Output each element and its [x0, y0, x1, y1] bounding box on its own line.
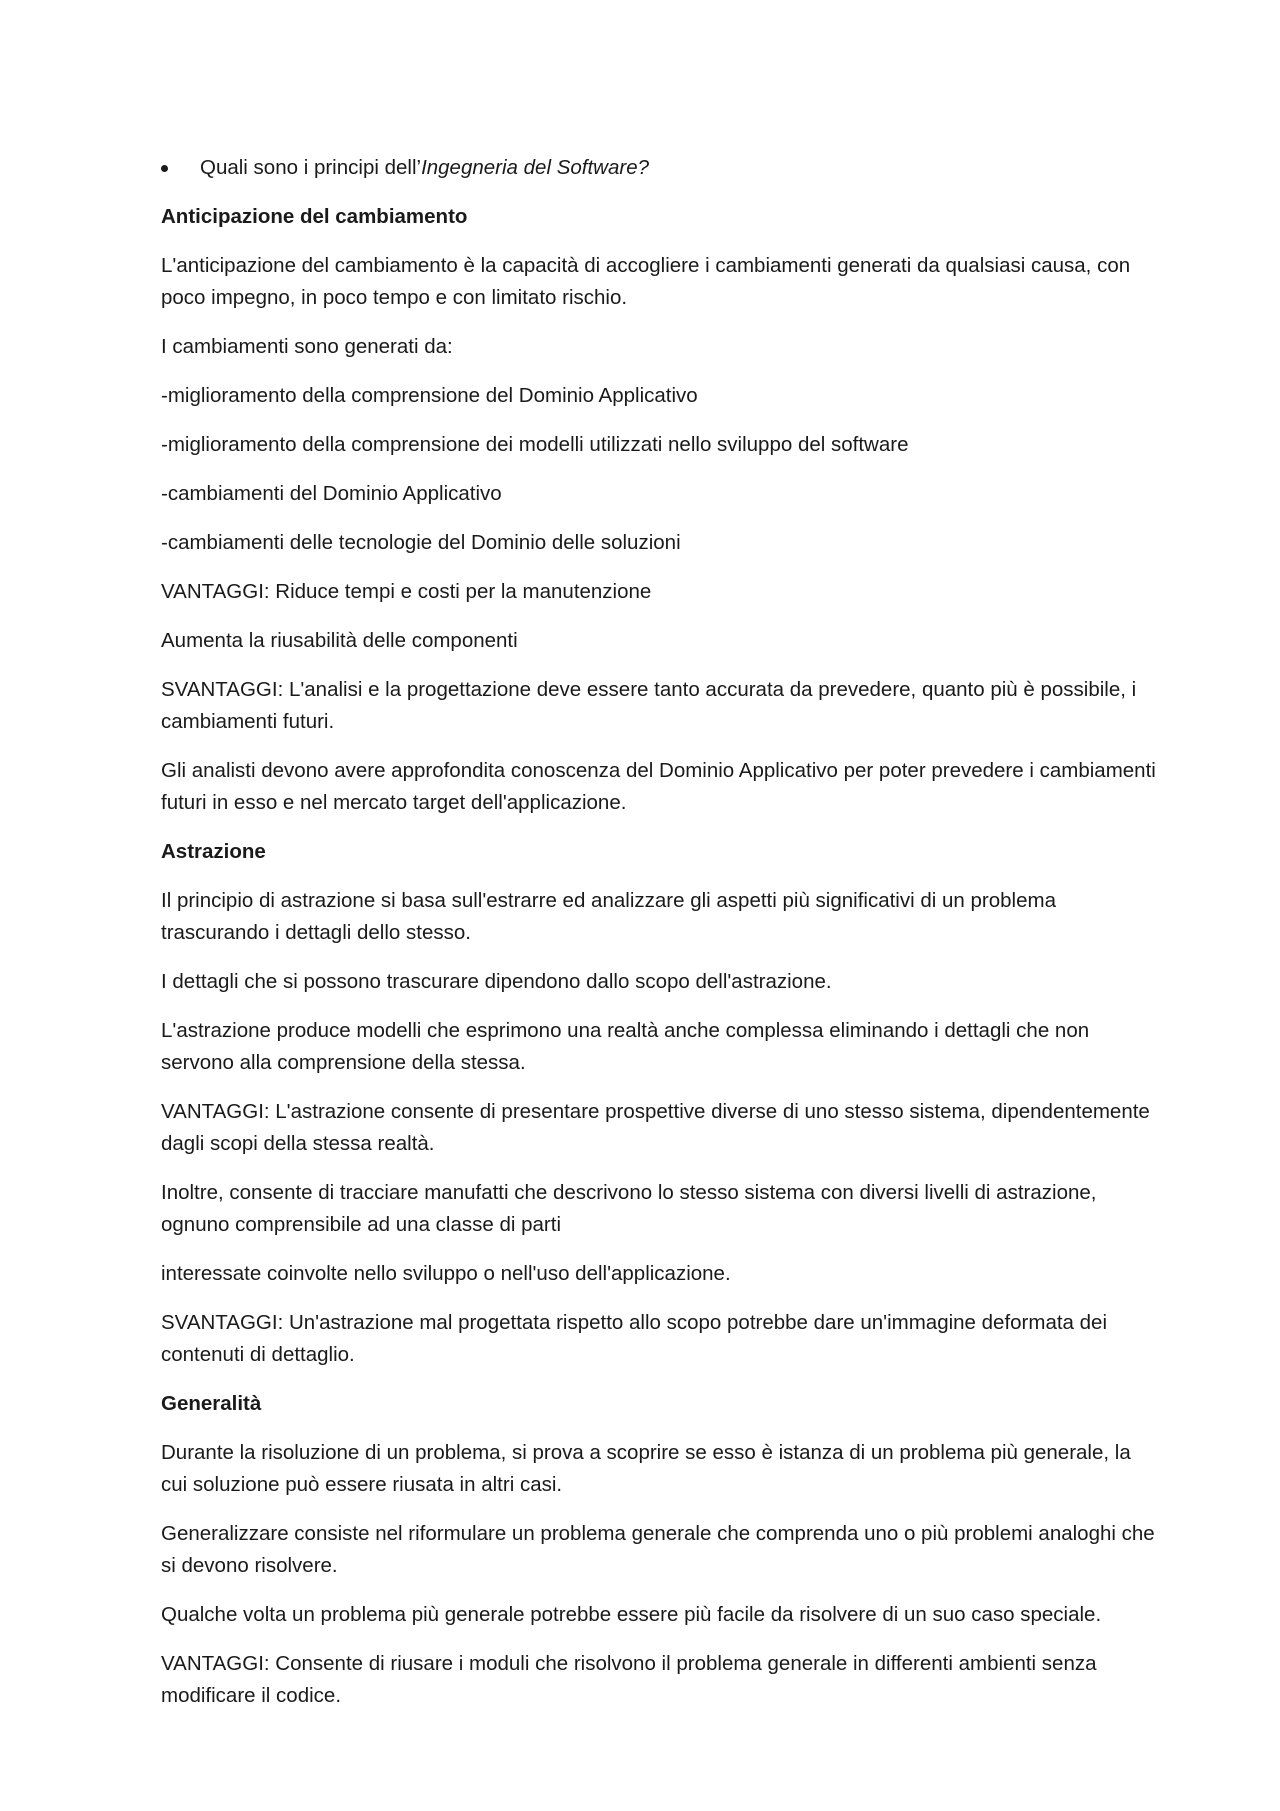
question-text: [200, 156, 649, 179]
paragraph: VANTAGGI: Riduce tempi e costi per la manutenzione: [161, 580, 652, 603]
paragraph: Qualche volta un problema più generale potrebbe essere più facile da risolvere di un suo caso speciale.: [161, 1603, 1102, 1626]
paragraph: Generalizzare consiste nel riformulare un problema generale che comprenda uno o più problemi analoghi che si devono risolvere.: [161, 1522, 1155, 1577]
question-prefix: Quali sono i principi dell’: [200, 156, 422, 179]
paragraph: L'astrazione produce modelli che esprimono una realtà anche complessa eliminando i dettagli che non servono alla comprensione della stessa.: [161, 1019, 1090, 1074]
question-item: [161, 152, 1161, 184]
paragraph: -miglioramento della comprensione del Dominio Applicativo: [161, 384, 698, 407]
paragraph: Gli analisti devono avere approfondita conoscenza del Dominio Applicativo per poter prevedere i cambiamenti futuri in esso e nel mercato target dell'applicazione.: [161, 759, 1156, 814]
bullet-icon: [161, 165, 168, 172]
paragraph: Aumenta la riusabilità delle componenti: [161, 629, 518, 652]
paragraph: Il principio di astrazione si basa sull'estrarre ed analizzare gli aspetti più significativi di un problema trascurando i dettagli dello stesso.: [161, 889, 1056, 944]
paragraph: VANTAGGI: Consente di riusare i moduli che risolvono il problema generale in differenti ambienti senza modificare il codice.: [161, 1652, 1097, 1707]
question-italic: Ingegneria del Software?: [421, 156, 649, 179]
section-heading: Anticipazione del cambiamento: [161, 205, 468, 228]
paragraph: I dettagli che si possono trascurare dipendono dallo scopo dell'astrazione.: [161, 970, 832, 993]
section-anticipazione: [161, 201, 1161, 819]
paragraph: SVANTAGGI: Un'astrazione mal progettata rispetto allo scopo potrebbe dare un'immagine deformata dei contenuti di dettaglio.: [161, 1311, 1108, 1366]
paragraph: L'anticipazione del cambiamento è la capacità di accogliere i cambiamenti generati da qualsiasi causa, con poco impegno, in poco tempo e con limitato rischio.: [161, 254, 1131, 309]
paragraph: VANTAGGI: L'astrazione consente di presentare prospettive diverse di uno stesso sistema, dipendentemente dagli scopi della stessa realtà.: [161, 1100, 1150, 1155]
section-generalita: [161, 1388, 1161, 1712]
paragraph: Durante la risoluzione di un problema, si prova a scoprire se esso è istanza di un problema più generale, la cui soluzione può essere riusata in altri casi.: [161, 1441, 1131, 1496]
paragraph: SVANTAGGI: L'analisi e la progettazione deve essere tanto accurata da prevedere, quanto più è possibile, i cambiamenti futuri.: [161, 678, 1137, 733]
paragraph: I cambiamenti sono generati da:: [161, 335, 453, 358]
document-page: [161, 152, 1161, 1729]
paragraph: -cambiamenti delle tecnologie del Dominio delle soluzioni: [161, 531, 681, 554]
section-astrazione: [161, 836, 1161, 1371]
paragraph: Inoltre, consente di tracciare manufatti che descrivono lo stesso sistema con diversi livelli di astrazione, ognuno comprensibile ad una classe di parti: [161, 1181, 1097, 1236]
paragraph: interessate coinvolte nello sviluppo o nell'uso dell'applicazione.: [161, 1262, 731, 1285]
paragraph: -cambiamenti del Dominio Applicativo: [161, 482, 502, 505]
paragraph: -miglioramento della comprensione dei modelli utilizzati nello sviluppo del software: [161, 433, 909, 456]
section-heading: Astrazione: [161, 840, 266, 863]
section-heading: Generalità: [161, 1392, 262, 1415]
